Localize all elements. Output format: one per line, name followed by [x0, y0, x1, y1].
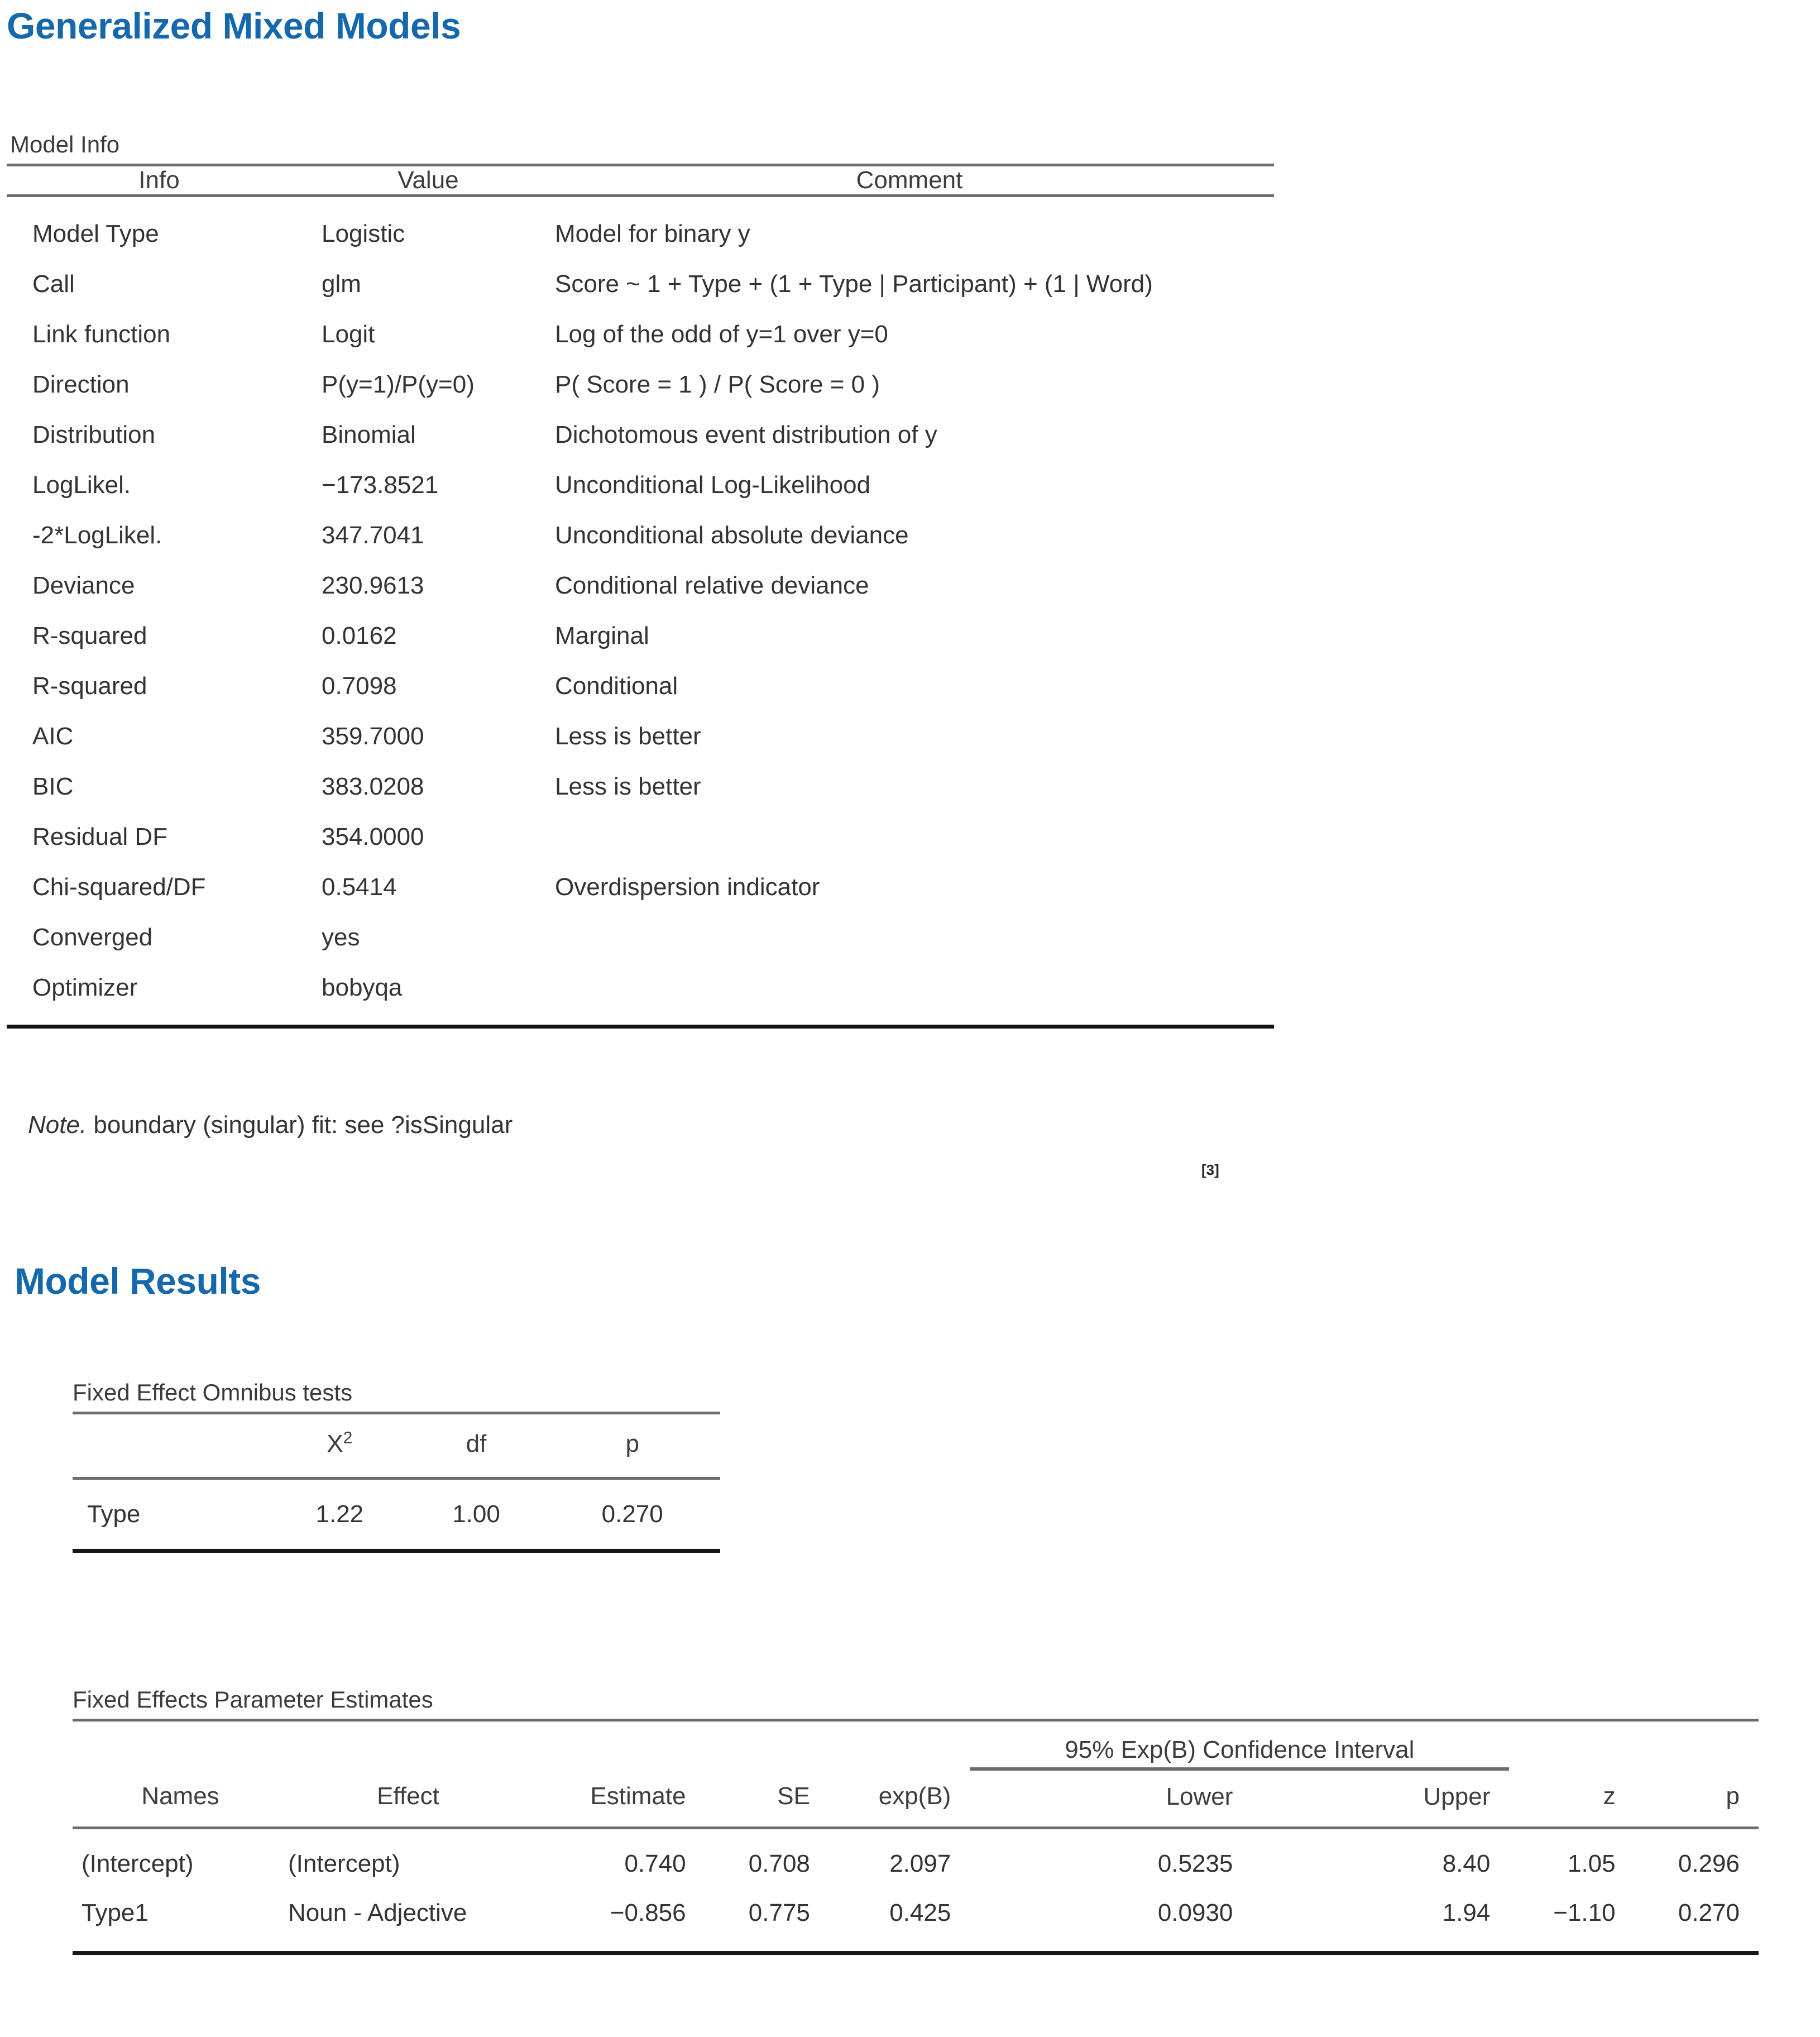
reference-marker: [3] [1201, 1161, 1219, 1178]
table-row [7, 360, 1274, 410]
column-header-info: Info [138, 166, 180, 194]
cell-info: Chi-squared/DF [32, 873, 206, 901]
cell-comment [545, 963, 1274, 1027]
table-row [7, 963, 1274, 1027]
cell-comment: Score ~ 1 + Type + (1 + Type | Participant) + (1 | Word) [555, 270, 1153, 298]
cell-estimate: 0.740 [624, 1850, 686, 1877]
span-blank-expb [829, 1720, 970, 1770]
table-row [73, 1828, 1759, 1889]
table-span-header-row [73, 1720, 1759, 1770]
table-bottom-rule [73, 1953, 1759, 1970]
cell-info: Direction [32, 371, 130, 398]
cell-info: LogLikel. [32, 471, 131, 499]
table-row [7, 259, 1274, 309]
column-header-chisq: $X^2$ [327, 1428, 353, 1457]
table-row [7, 460, 1274, 510]
column-header-expb: exp(B) [878, 1782, 951, 1810]
cell-p: 0.270 [601, 1500, 663, 1528]
parameter-estimates-table [73, 1719, 1759, 1969]
cell-comment: Dichotomous event distribution of y [555, 421, 937, 448]
cell-chisq: 1.22 [315, 1500, 364, 1528]
table-bottom-rule [73, 1551, 720, 1568]
cell-upper: 8.40 [1442, 1850, 1491, 1877]
cell-comment: Unconditional Log-Likelihood [555, 471, 871, 499]
cell-comment: Marginal [555, 622, 649, 649]
cell-value: −173.8521 [322, 471, 439, 499]
span-header-confidence-interval: 95% Exp(B) Confidence Interval [970, 1720, 1509, 1770]
cell-info: Residual DF [32, 823, 168, 850]
table-row [7, 410, 1274, 460]
cell-effect: (Intercept) [288, 1850, 400, 1877]
cell-info: Optimizer [32, 974, 138, 1001]
cell-comment: Conditional relative deviance [555, 572, 869, 599]
cell-info: Link function [32, 321, 171, 348]
cell-info: R-squared [32, 622, 147, 649]
cell-se: 0.775 [748, 1899, 810, 1926]
table-row [7, 711, 1274, 762]
cell-value: 359.7000 [322, 723, 424, 750]
model-info-note [28, 1111, 513, 1139]
cell-p: 0.270 [1678, 1899, 1740, 1926]
column-header-p: p [625, 1430, 639, 1457]
cell-comment: Less is better [555, 773, 701, 800]
model-info-table [7, 164, 1274, 1043]
cell-expb: 2.097 [889, 1850, 951, 1877]
table-row [7, 561, 1274, 611]
cell-info: R-squared [32, 672, 147, 700]
cell-comment [545, 812, 1274, 862]
parameter-estimates-table-wrapper [73, 1686, 1759, 1969]
column-header-term [73, 1413, 271, 1479]
cell-value: 354.0000 [322, 823, 424, 850]
cell-info: Converged [32, 924, 153, 951]
cell-names: Type1 [82, 1899, 149, 1926]
cell-value: yes [322, 924, 360, 951]
table-row [7, 611, 1274, 661]
omnibus-caption: Fixed Effect Omnibus tests [73, 1379, 353, 1405]
span-blank-se [705, 1720, 829, 1770]
cell-info: Model Type [32, 220, 159, 247]
model-info-caption: Model Info [10, 131, 120, 157]
cell-term: Type [87, 1500, 141, 1528]
table-row [7, 309, 1274, 360]
cell-z: 1.05 [1567, 1850, 1616, 1877]
cell-effect: Noun - Adjective [288, 1899, 467, 1926]
cell-value: Binomial [322, 421, 416, 448]
cell-comment: Conditional [555, 672, 678, 700]
cell-comment: Model for binary y [555, 220, 750, 247]
table-row [7, 510, 1274, 561]
cell-value: bobyqa [322, 974, 403, 1001]
cell-comment: Unconditional absolute deviance [555, 522, 909, 549]
column-header-effect: Effect [377, 1782, 439, 1810]
span-blank-names [73, 1720, 288, 1770]
table-row [7, 912, 1274, 963]
cell-estimate: −0.856 [610, 1899, 686, 1926]
cell-comment: Less is better [555, 723, 701, 750]
cell-comment: P( Score = 1 ) / P( Score = 0 ) [555, 371, 880, 398]
cell-value: 347.7041 [322, 522, 424, 549]
table-row [7, 862, 1274, 912]
omnibus-table-wrapper [73, 1379, 720, 1567]
span-blank-z [1509, 1720, 1634, 1770]
column-header-z: z [1603, 1782, 1616, 1810]
table-row [7, 661, 1274, 711]
table-row [73, 1479, 720, 1551]
cell-value: Logit [322, 321, 375, 348]
note-label: Note. [28, 1111, 87, 1139]
cell-value: 0.0162 [322, 622, 397, 649]
cell-value: 383.0208 [322, 773, 424, 800]
column-header-p: p [1726, 1782, 1740, 1810]
table-row [73, 1888, 1759, 1953]
model-info-table-wrapper [7, 131, 1274, 1043]
cell-info: -2*LogLikel. [32, 522, 162, 549]
superscript-two: 2 [343, 1428, 353, 1447]
table-header-row [7, 165, 1274, 196]
cell-value: 0.5414 [322, 873, 397, 901]
cell-value: P(y=1)/P(y=0) [322, 371, 475, 398]
table-bottom-rule [7, 1027, 1274, 1044]
omnibus-table [73, 1412, 720, 1567]
page-title: Generalized Mixed Models [7, 5, 461, 46]
span-blank-estimate [528, 1720, 705, 1770]
cell-names: (Intercept) [82, 1850, 194, 1877]
column-header-comment: Comment [856, 166, 963, 194]
cell-comment: Overdispersion indicator [555, 873, 820, 901]
cell-p: 0.296 [1678, 1850, 1740, 1877]
column-header-lower: Lower [1166, 1783, 1233, 1810]
cell-se: 0.708 [748, 1850, 810, 1877]
note-text: boundary (singular) fit: see ?isSingular [87, 1111, 513, 1139]
span-blank-p [1635, 1720, 1759, 1770]
results-section-title: Model Results [15, 1260, 261, 1302]
cell-info: BIC [32, 773, 74, 800]
cell-info: AIC [32, 723, 74, 750]
column-header-df: df [466, 1430, 487, 1457]
cell-info: Call [32, 270, 75, 298]
cell-upper: 1.94 [1442, 1899, 1491, 1926]
cell-z: −1.10 [1553, 1899, 1616, 1926]
cell-comment: Log of the odd of y=1 over y=0 [555, 321, 888, 348]
table-row [7, 762, 1274, 812]
cell-value: 230.9613 [322, 572, 424, 599]
table-row [7, 812, 1274, 862]
table-header-row [73, 1769, 1759, 1828]
cell-lower: 0.0930 [1157, 1899, 1233, 1926]
cell-lower: 0.5235 [1157, 1850, 1233, 1877]
table-header-row [73, 1413, 720, 1479]
cell-info: Distribution [32, 421, 156, 448]
table-row [7, 196, 1274, 260]
cell-value: Logistic [322, 220, 405, 247]
column-header-value: Value [397, 166, 459, 194]
column-header-names: Names [141, 1782, 219, 1810]
cell-df: 1.00 [452, 1500, 500, 1528]
span-blank-effect [288, 1720, 528, 1770]
cell-value: glm [322, 270, 361, 298]
parameter-estimates-caption: Fixed Effects Parameter Estimates [73, 1686, 433, 1713]
column-header-upper: Upper [1423, 1783, 1491, 1810]
column-header-se: SE [777, 1782, 810, 1810]
cell-value: 0.7098 [322, 672, 397, 700]
column-header-estimate: Estimate [590, 1782, 686, 1810]
cell-expb: 0.425 [889, 1899, 951, 1926]
cell-comment [545, 912, 1274, 963]
cell-info: Deviance [32, 572, 135, 599]
